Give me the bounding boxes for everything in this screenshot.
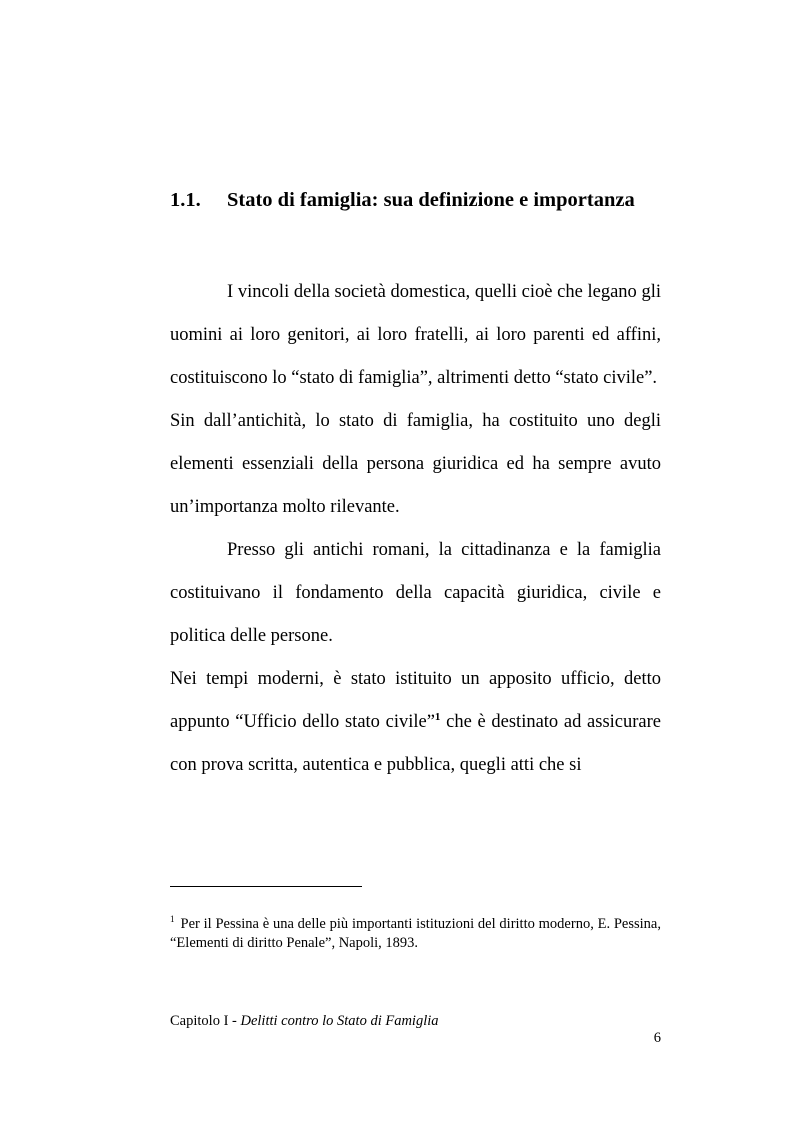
page-number: 6 — [653, 1030, 661, 1046]
section-heading — [170, 186, 670, 214]
footer-chapter-title: Delitti contro lo Stato di Famiglia — [240, 1013, 439, 1029]
paragraph-3: Presso gli antichi romani, la cittadinanza e la famiglia costituivano il fondamento della capacità giuridica, civile e politica delle persone. — [170, 540, 661, 646]
paragraph-2: Sin dall’antichità, lo stato di famiglia, ha costituito uno degli elementi essenziali della persona giuridica ed ha sempre avuto un’importanza molto rilevante. — [170, 411, 661, 517]
paragraph-4-end: che è destinato ad assicurare con prova scritta, autentica e pubblica, quegli atti che si — [170, 712, 661, 775]
paragraph-4-start: Nei tempi moderni, è stato istituito un apposito ufficio, detto appunto “Ufficio dello stato civile” — [170, 669, 661, 732]
footnote-marker: 1 — [170, 914, 175, 925]
footnote — [170, 915, 661, 953]
section-title: Stato di famiglia: sua definizione e importanza — [227, 189, 635, 211]
footnote-text: Per il Pessina è una delle più importanti istituzioni del diritto moderno, E. Pessina, “Elementi di diritto Penale”, Napoli, 1893. — [170, 916, 661, 951]
paragraph-4 — [170, 658, 661, 787]
footer-chapter-prefix: Capitolo I - — [170, 1013, 241, 1029]
paragraph-1: I vincoli della società domestica, quelli cioè che legano gli uomini ai loro genitori, ai loro fratelli, ai loro parenti ed affini, costituiscono lo “stato di famiglia”, altrimenti detto “stato civile”. — [170, 282, 661, 388]
section-number: 1.1. — [170, 189, 201, 211]
running-footer — [170, 1012, 439, 1031]
footnote-reference[interactable]: 1 — [434, 710, 441, 723]
footnote-separator — [170, 886, 362, 887]
body-text — [170, 271, 661, 787]
